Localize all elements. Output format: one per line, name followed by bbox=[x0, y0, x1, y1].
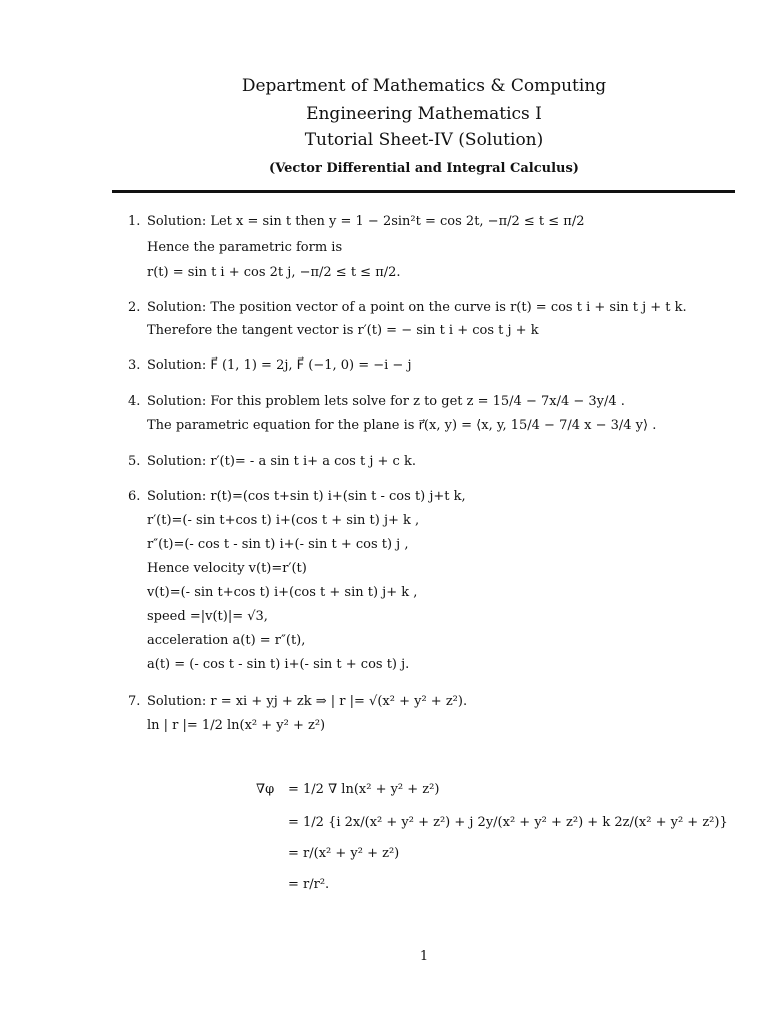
solution-number: 2. bbox=[128, 300, 141, 315]
solution-number: 5. bbox=[128, 454, 141, 469]
page-number: 1 bbox=[419, 949, 429, 964]
solution-number: 3. bbox=[128, 358, 141, 373]
solution-line: Therefore the tangent vector is r′(t) = − sin t i + cos t j + k bbox=[147, 323, 539, 338]
solution-number: 1. bbox=[128, 214, 141, 229]
solution-line: Solution: r′(t)= - a sin t i+ a cos t j + c k. bbox=[147, 454, 416, 469]
solution-line: Solution: r(t)=(cos t+sin t) i+(sin t - cos t) j+t k, bbox=[147, 489, 466, 504]
solution-line: r′(t)=(- sin t+cos t) i+(cos t + sin t) j+ k , bbox=[147, 513, 420, 528]
solution-line: r(t) = sin t i + cos 2t j, −π/2 ≤ t ≤ π/2. bbox=[147, 265, 401, 280]
solution-number: 6. bbox=[128, 489, 141, 504]
solution-line: Solution: Let x = sin t then y = 1 − 2sin²t = cos 2t, −π/2 ≤ t ≤ π/2 bbox=[147, 214, 585, 229]
solution-line: v(t)=(- sin t+cos t) i+(cos t + sin t) j+ k , bbox=[147, 585, 418, 600]
solution-line: Solution: For this problem lets solve for z to get z = 15/4 − 7x/4 − 3y/4 . bbox=[147, 394, 625, 409]
department-heading: Department of Mathematics & Computing bbox=[241, 76, 607, 96]
solution-line: Solution: The position vector of a point on the curve is r(t) = cos t i + sin t j + t k. bbox=[147, 300, 687, 315]
derivation-row: = r/(x² + y² + z²) bbox=[288, 846, 400, 861]
solution-line: ln | r |= 1/2 ln(x² + y² + z²) bbox=[147, 718, 326, 733]
header-rule bbox=[112, 190, 735, 193]
course-heading: Engineering Mathematics I bbox=[306, 104, 542, 124]
solution-line: Solution: r = xi + yj + zk ⇒ | r |= √(x² + y² + z²). bbox=[147, 694, 468, 709]
sheet-heading: Tutorial Sheet-IV (Solution) bbox=[304, 130, 544, 150]
derivation-lhs: ∇φ bbox=[256, 782, 275, 797]
solution-line: Hence velocity v(t)=r′(t) bbox=[147, 561, 307, 576]
solution-line: Solution: F⃗ (1, 1) = 2j, F⃗ (−1, 0) = −i − j bbox=[147, 358, 412, 373]
solution-line: speed =|v(t)|= √3, bbox=[147, 609, 268, 624]
derivation-row: = 1/2 ∇ ln(x² + y² + z²) bbox=[288, 782, 440, 797]
solution-number: 7. bbox=[128, 694, 141, 709]
solution-line: acceleration a(t) = r″(t), bbox=[147, 633, 306, 648]
solution-line: r″(t)=(- cos t - sin t) i+(- sin t + cos t) j , bbox=[147, 537, 409, 552]
solution-line: The parametric equation for the plane is r⃗(x, y) = ⟨x, y, 15/4 − 7/4 x − 3/4 y⟩ . bbox=[147, 418, 657, 433]
derivation-row: = r/r². bbox=[288, 877, 330, 892]
solution-line: Hence the parametric form is bbox=[147, 240, 343, 255]
solution-line: a(t) = (- cos t - sin t) i+(- sin t + cos t) j. bbox=[147, 657, 410, 672]
derivation-row: = 1/2 {i 2x/(x² + y² + z²) + j 2y/(x² + y² + z²) + k 2z/(x² + y² + z²)} bbox=[288, 815, 728, 830]
solution-number: 4. bbox=[128, 394, 141, 409]
topic-heading: (Vector Differential and Integral Calculus) bbox=[269, 161, 579, 176]
